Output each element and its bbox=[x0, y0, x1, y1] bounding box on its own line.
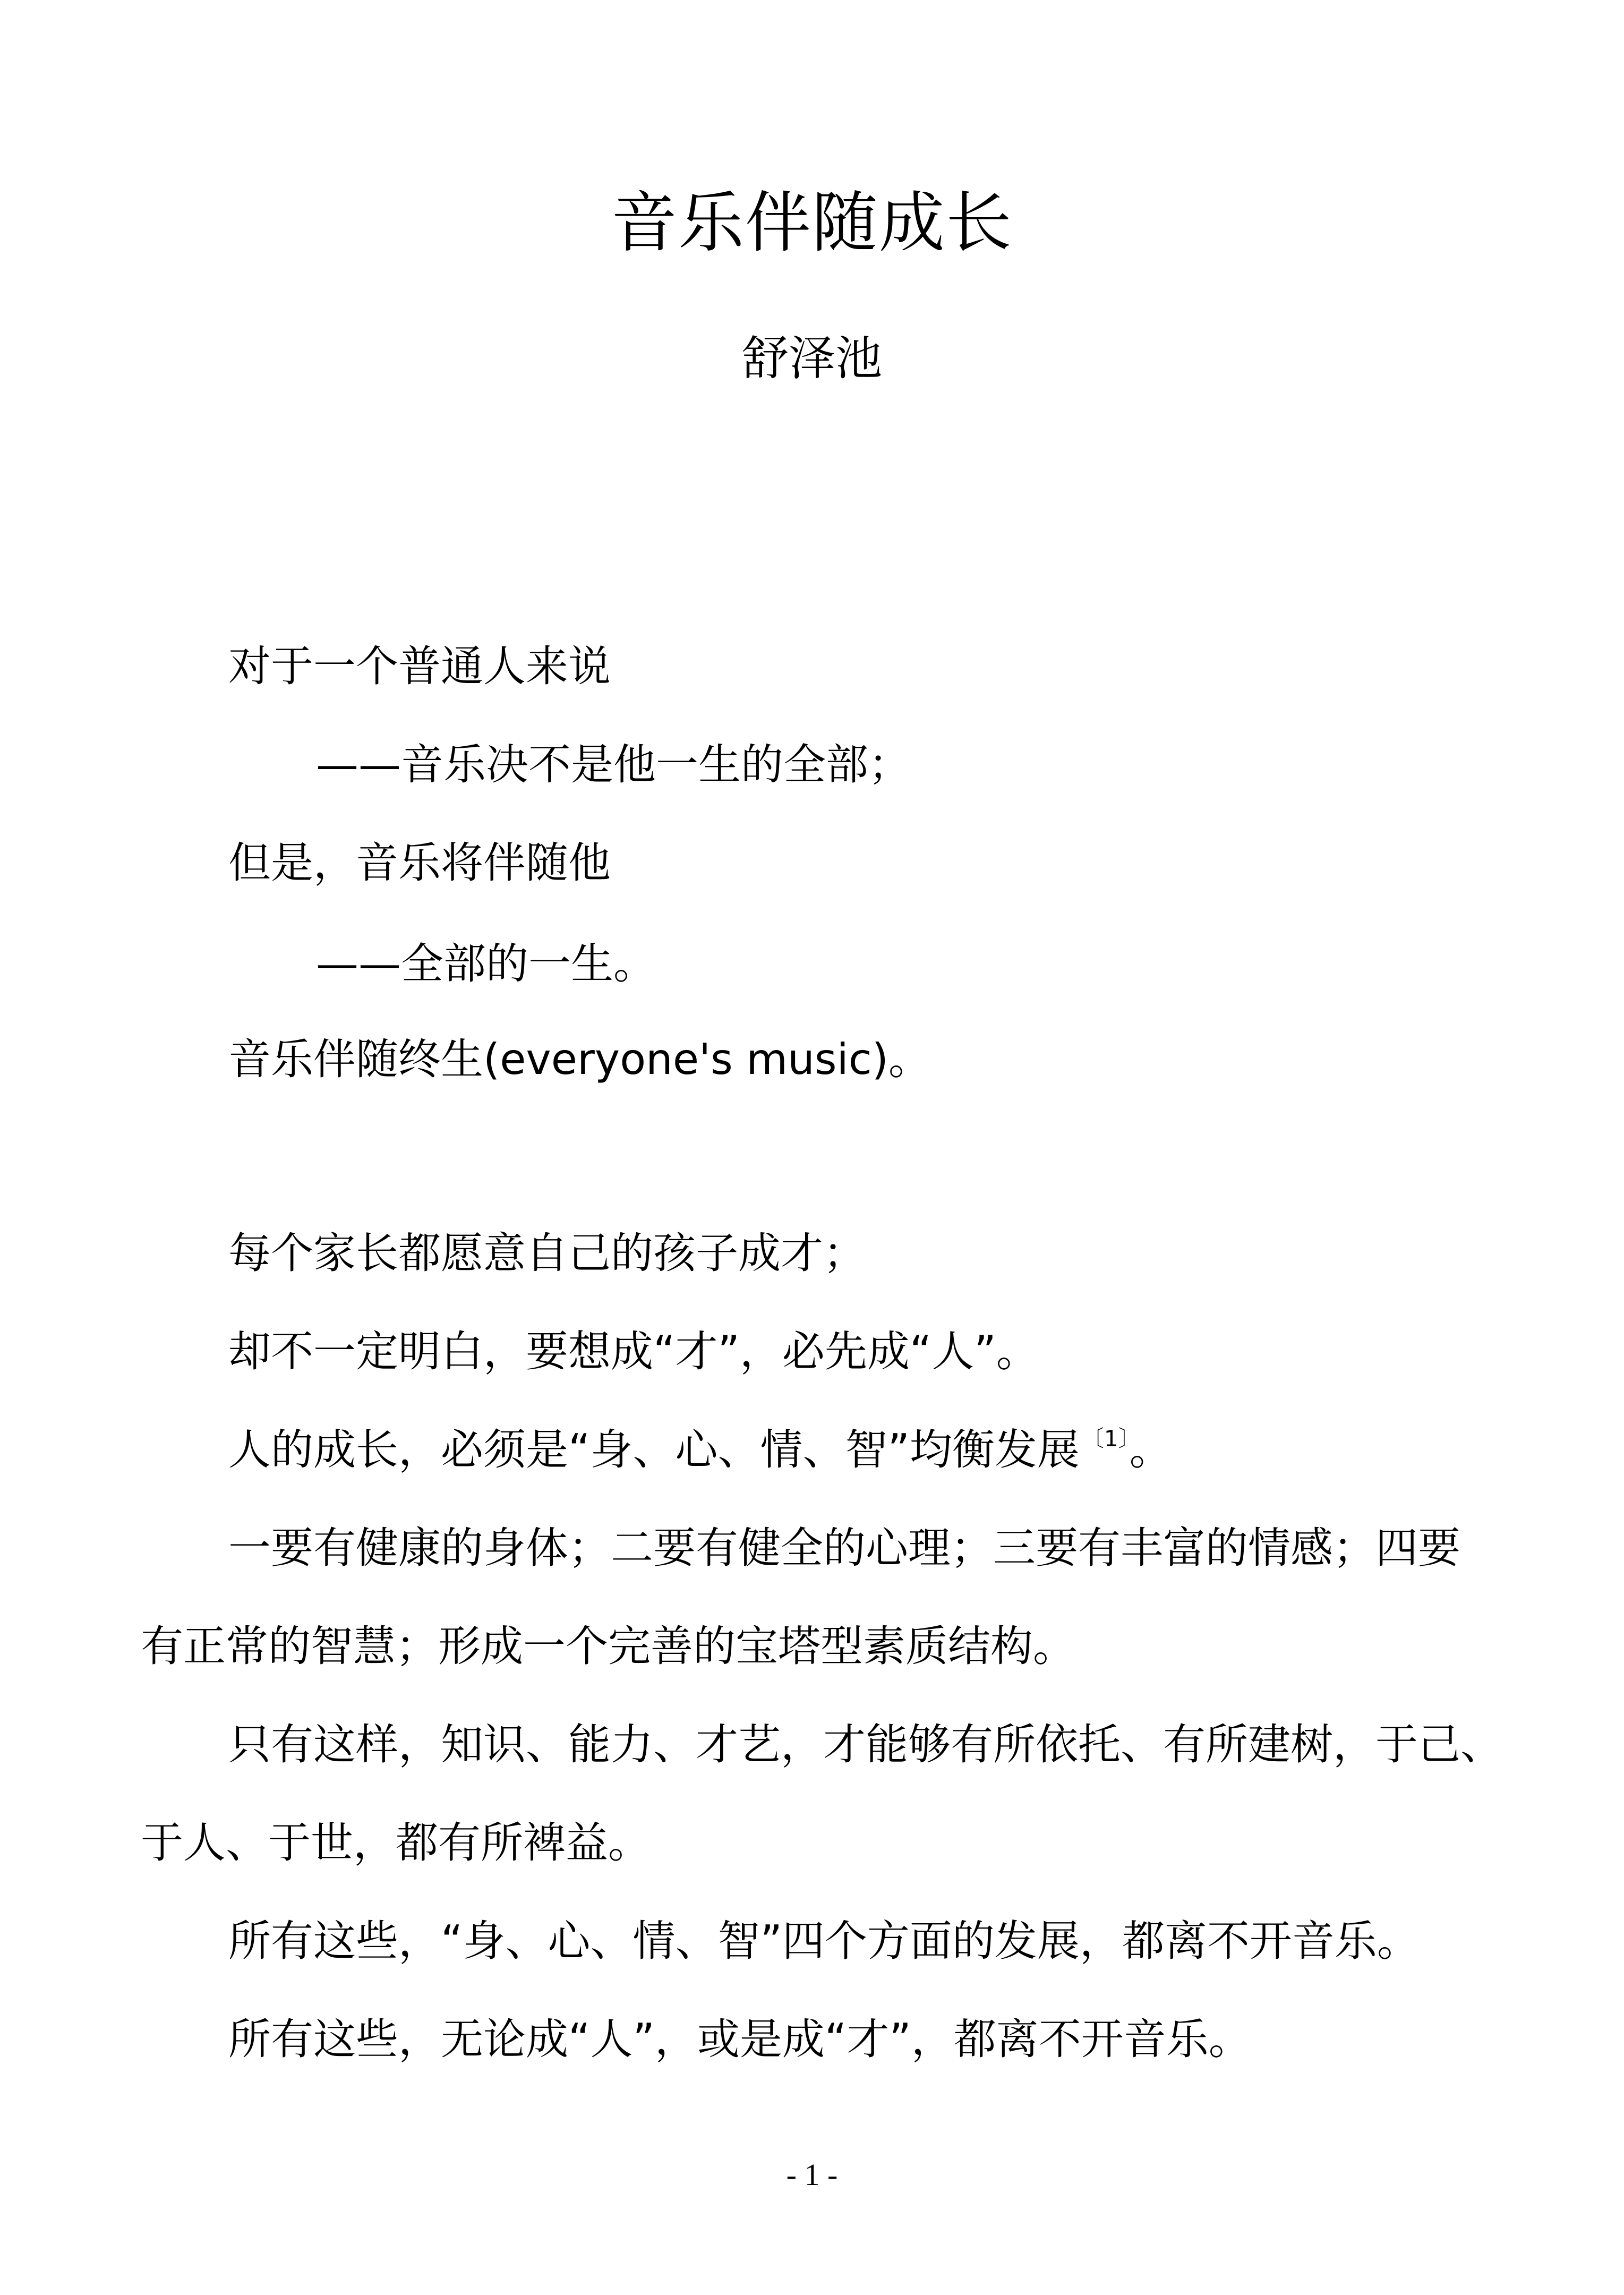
paragraph-text: 人的成长，必须是“身、心、情、智”均衡发展 bbox=[228, 1425, 1080, 1474]
paragraph-line: 有正常的智慧；形成一个完善的宝塔型素质结构。 bbox=[141, 1622, 1075, 1671]
poem-line: ——全部的一生。 bbox=[316, 939, 656, 988]
document-author: 舒泽池 bbox=[741, 331, 882, 386]
poem-line: ——音乐决不是他一生的全部； bbox=[316, 740, 911, 789]
paragraph-line: 所有这些，无论成“人”，或是成“才”，都离不开音乐。 bbox=[228, 2015, 1251, 2064]
paragraph-line: 却不一定明白，要想成“才”，必先成“人”。 bbox=[228, 1327, 1039, 1376]
paragraph-line: 一要有健康的身体；二要有健全的心理；三要有丰富的情感；四要 bbox=[228, 1523, 1460, 1573]
poem-line: 音乐伴随终生(everyone's music)。 bbox=[228, 1035, 931, 1084]
paragraph-line: 于人、于世，都有所裨益。 bbox=[141, 1818, 651, 1867]
paragraph-text: 。 bbox=[1129, 1425, 1172, 1474]
poem-line: 对于一个普通人来说 bbox=[228, 642, 611, 691]
page-number: - 1 - bbox=[786, 2157, 838, 2192]
paragraph-line: 所有这些，“身、心、情、智”四个方面的发展，都离不开音乐。 bbox=[228, 1916, 1420, 1966]
footnote-reference[interactable]: 〔1〕 bbox=[1081, 1426, 1130, 1452]
paragraph-line: 只有这样，知识、能力、才艺，才能够有所依托、有所建树，于己、 bbox=[228, 1720, 1503, 1769]
document-title: 音乐伴随成长 bbox=[611, 185, 1013, 261]
poem-line: 但是，音乐将伴随他 bbox=[228, 838, 611, 888]
paragraph-line: 每个家长都愿意自己的孩子成才； bbox=[228, 1228, 866, 1278]
paragraph-line bbox=[228, 1423, 1172, 1483]
